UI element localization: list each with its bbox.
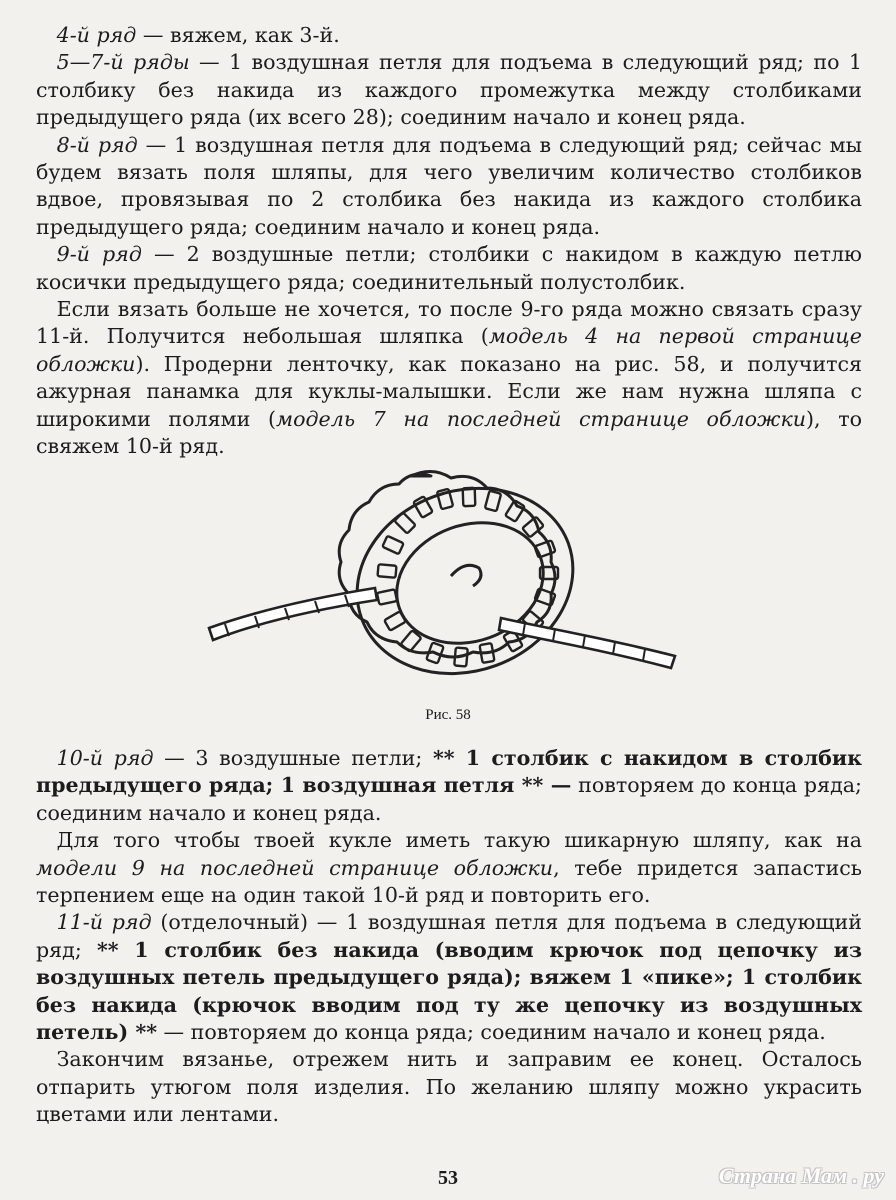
paragraph-text: — вяжем, как 3-й.: [136, 23, 340, 47]
paragraph-text: повторяем до конца ряда; соединим начало и конец ряда.: [36, 773, 862, 825]
paragraph-text: — 1 воздушная петля для подъема в следующий ряд; сейчас мы будем вязать поля шляпы, для чего увеличим количество столбиков вдвое, провязывая по 2 столбика без накида из каждого столбика предыдущего ряда; соединим начало и конец ряда.: [36, 132, 863, 239]
row-label: 5—7-й ряды: [56, 50, 190, 75]
paragraph-text: — 1 воздушная петля для подъема в следующий ряд; по 1 столбику без накида из каждого промежутка между столбиками предыдущего ряда (их всего 28); соединим начало и конец ряда.: [36, 50, 862, 130]
text-block-top: [36, 22, 862, 461]
repeat-instruction: ** 1 столбик с накидом в столбик предыдущего ряда; 1 воздушная петля ** —: [36, 746, 863, 798]
paragraph-text: ), то свяжем 10-й ряд.: [36, 406, 862, 459]
row-label: 11-й ряд: [56, 910, 152, 935]
model-reference: модель 4 на первой странице обложки: [36, 324, 862, 376]
paragraph-text: (отделочный) — 1 воздушная петля для подъема в следующий ряд;: [36, 910, 862, 962]
model-reference: модели 9 на последней странице обложки: [36, 855, 554, 880]
figure-caption: Рис. 58: [425, 707, 471, 723]
row-label: 4-й ряд: [56, 23, 137, 47]
paragraph-text: Для того чтобы твоей кукле иметь такую шикарную шляпу, как на: [56, 828, 862, 853]
text-block-bottom: [36, 745, 862, 1129]
paragraph-text: , тебе придется запастись терпением еще на один такой 10-й ряд и повторить его.: [36, 855, 862, 908]
paragraph-model-9: [36, 827, 862, 909]
paragraph-text: — 3 воздушные петли;: [153, 746, 433, 770]
page-number: 53: [438, 1167, 458, 1189]
row-label: 8-й ряд: [56, 132, 138, 157]
paragraph-small-hat: [36, 296, 862, 460]
paragraph-row-9: [36, 241, 862, 296]
watermark: Страна Мам . ру: [718, 1163, 884, 1188]
paragraph-text: — 2 воздушные петли; столбики с накидом в каждую петлю косички предыдущего ряда; соединительный полустолбик.: [36, 242, 862, 294]
paragraph-text: Если вязать больше не хочется, то после 9-го ряда можно связать сразу 11-й. Получится небольшая шляпка (: [36, 297, 862, 349]
hat-illustration: [205, 468, 685, 700]
paragraph-row-4: [36, 22, 862, 49]
paragraph-row-10: [36, 745, 862, 827]
row-label: 9-й ряд: [56, 242, 142, 267]
paragraph-text: — повторяем до конца ряда; соединим начало и конец ряда.: [157, 1020, 826, 1045]
row-label: 10-й ряд: [56, 746, 154, 770]
paragraph-finish: [36, 1046, 862, 1128]
paragraph-rows-5-7: [36, 49, 862, 131]
paragraph-row-8: [36, 132, 862, 242]
paragraph-text: Закончим вязанье, отрежем нить и заправим ее конец. Осталось отпарить утюгом поля изделия. По желанию шляпу можно украсить цветами или лентами.: [36, 1047, 862, 1127]
paragraph-row-11: [36, 909, 862, 1046]
model-reference: модель 7 на последней странице обложки: [276, 406, 806, 431]
paragraph-text: ). Продерни ленточку, как показано на рис. 58, и получится ажурная панамка для куклы-малышки. Если же нам нужна шляпа с широкими полями (: [36, 351, 862, 431]
repeat-instruction: ** 1 столбик без накида (вводим крючок под цепочку из воздушных петель предыдущего ряда); вяжем 1 «пике»; 1 столбик без накида (крючок вводим под ту же цепочку из воздушных петель) **: [36, 937, 862, 1045]
